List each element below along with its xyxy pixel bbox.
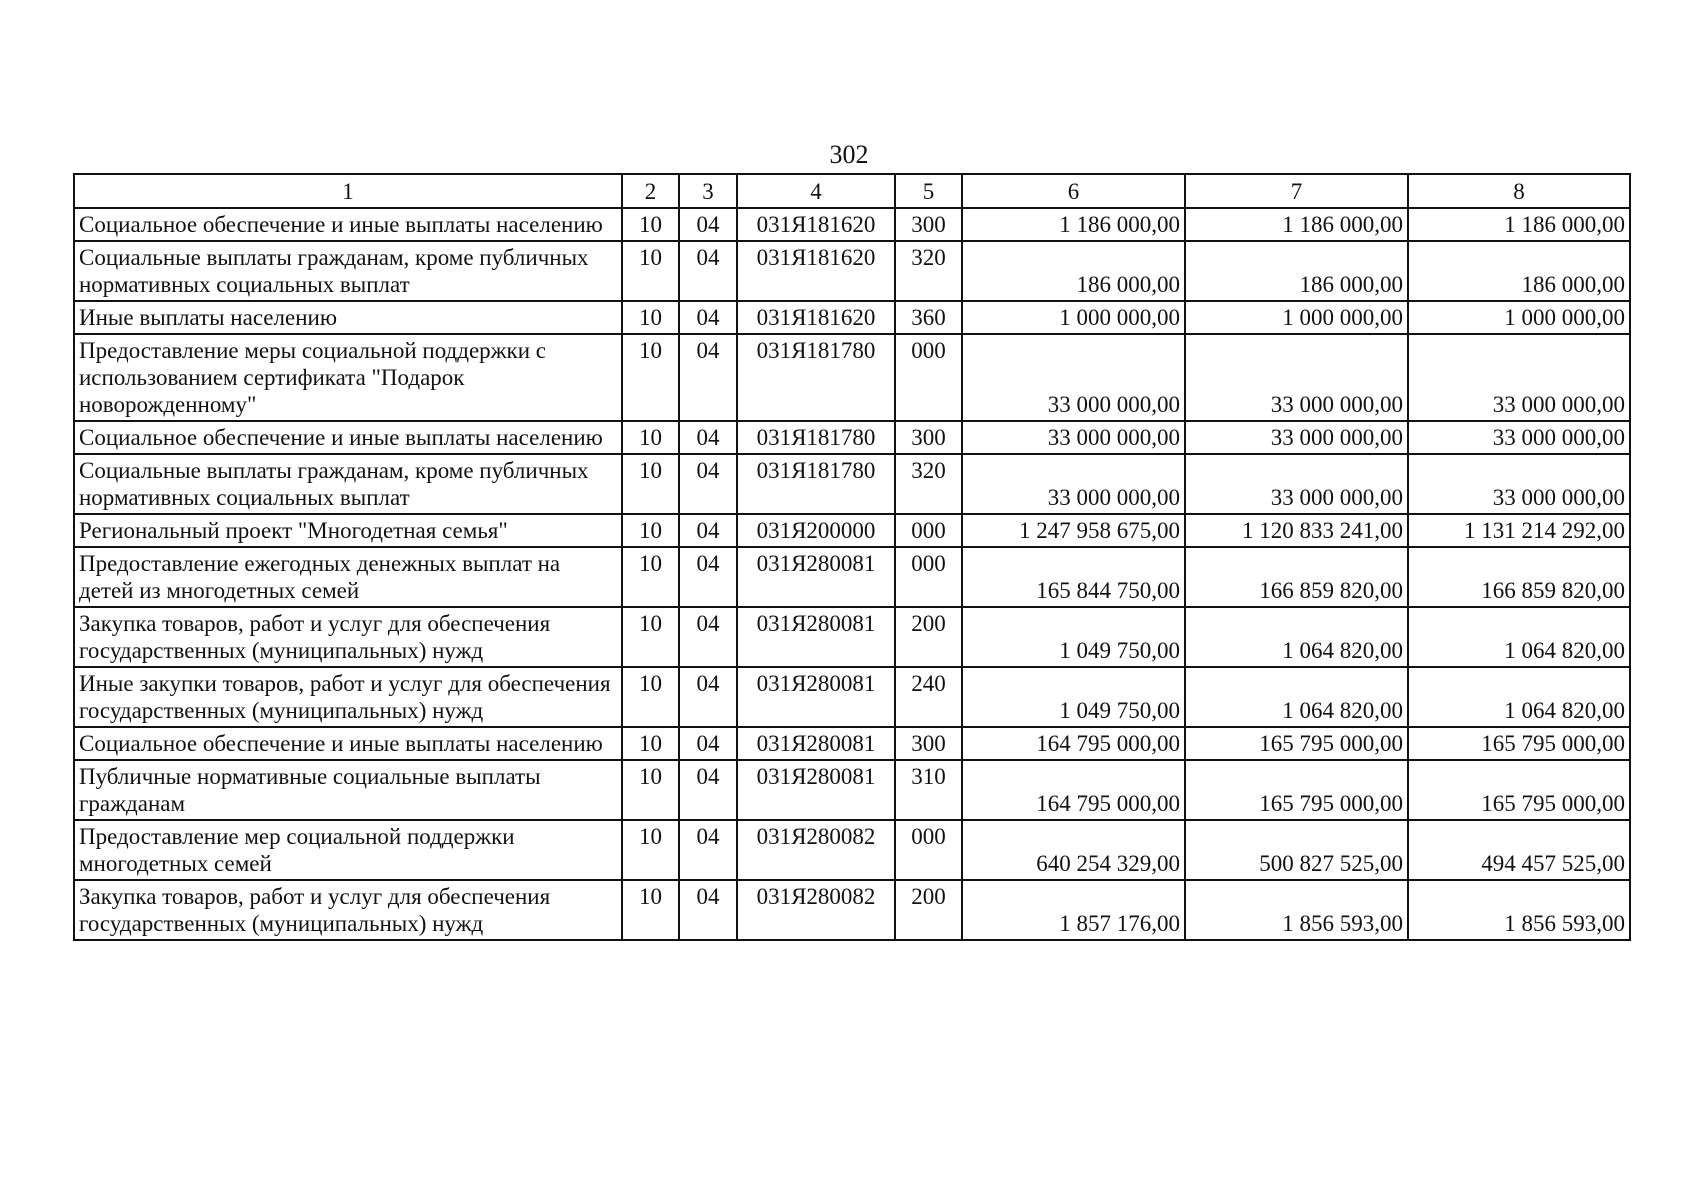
table-row bbox=[74, 880, 1630, 940]
section-code-cell: 10 bbox=[622, 421, 679, 454]
table-row bbox=[74, 667, 1630, 727]
amount-year2-cell: 166 859 820,00 bbox=[1185, 547, 1408, 607]
section-code-cell: 10 bbox=[622, 301, 679, 334]
expense-type-cell: 320 bbox=[895, 454, 962, 514]
row-name-cell: Иные закупки товаров, работ и услуг для обеспечения государственных (муниципальных) нужд bbox=[74, 667, 622, 727]
amount-year1-cell: 1 857 176,00 bbox=[962, 880, 1185, 940]
table-row bbox=[74, 727, 1630, 760]
column-header: 1 bbox=[74, 174, 622, 208]
amount-year3-cell: 1 000 000,00 bbox=[1408, 301, 1630, 334]
row-name-cell: Региональный проект "Многодетная семья" bbox=[74, 514, 622, 547]
row-name-cell: Предоставление меры социальной поддержки с использованием сертификата "Подарок новорожденному" bbox=[74, 334, 622, 421]
expense-type-cell: 000 bbox=[895, 334, 962, 421]
page-number: 302 bbox=[829, 140, 869, 169]
section-code-cell: 10 bbox=[622, 334, 679, 421]
table-row bbox=[74, 241, 1630, 301]
section-code-cell: 10 bbox=[622, 241, 679, 301]
expense-type-cell: 200 bbox=[895, 880, 962, 940]
section-code-cell: 10 bbox=[622, 547, 679, 607]
subsection-code-cell: 04 bbox=[679, 421, 737, 454]
target-article-cell: 031Я181620 bbox=[737, 241, 895, 301]
section-code-cell: 10 bbox=[622, 880, 679, 940]
amount-year1-cell: 640 254 329,00 bbox=[962, 820, 1185, 880]
column-header: 7 bbox=[1185, 174, 1408, 208]
amount-year1-cell: 165 844 750,00 bbox=[962, 547, 1185, 607]
column-header: 2 bbox=[622, 174, 679, 208]
amount-year1-cell: 1 247 958 675,00 bbox=[962, 514, 1185, 547]
column-number-row bbox=[74, 174, 1630, 208]
expense-type-cell: 300 bbox=[895, 421, 962, 454]
row-name-cell: Предоставление мер социальной поддержки многодетных семей bbox=[74, 820, 622, 880]
target-article-cell: 031Я200000 bbox=[737, 514, 895, 547]
target-article-cell: 031Я280081 bbox=[737, 667, 895, 727]
amount-year2-cell: 1 064 820,00 bbox=[1185, 607, 1408, 667]
amount-year3-cell: 33 000 000,00 bbox=[1408, 334, 1630, 421]
amount-year2-cell: 1 000 000,00 bbox=[1185, 301, 1408, 334]
column-header: 8 bbox=[1408, 174, 1630, 208]
amount-year2-cell: 33 000 000,00 bbox=[1185, 334, 1408, 421]
expense-type-cell: 300 bbox=[895, 208, 962, 241]
section-code-cell: 10 bbox=[622, 607, 679, 667]
subsection-code-cell: 04 bbox=[679, 880, 737, 940]
amount-year2-cell: 1 856 593,00 bbox=[1185, 880, 1408, 940]
row-name-cell: Предоставление ежегодных денежных выплат на детей из многодетных семей bbox=[74, 547, 622, 607]
amount-year3-cell: 494 457 525,00 bbox=[1408, 820, 1630, 880]
column-header: 3 bbox=[679, 174, 737, 208]
table-row bbox=[74, 208, 1630, 241]
subsection-code-cell: 04 bbox=[679, 820, 737, 880]
target-article-cell: 031Я280082 bbox=[737, 820, 895, 880]
column-header: 5 bbox=[895, 174, 962, 208]
section-code-cell: 10 bbox=[622, 208, 679, 241]
amount-year1-cell: 33 000 000,00 bbox=[962, 334, 1185, 421]
amount-year3-cell: 165 795 000,00 bbox=[1408, 727, 1630, 760]
row-name-cell: Социальное обеспечение и иные выплаты населению bbox=[74, 727, 622, 760]
column-header: 4 bbox=[737, 174, 895, 208]
amount-year1-cell: 33 000 000,00 bbox=[962, 421, 1185, 454]
section-code-cell: 10 bbox=[622, 820, 679, 880]
amount-year2-cell: 165 795 000,00 bbox=[1185, 727, 1408, 760]
expense-type-cell: 200 bbox=[895, 607, 962, 667]
subsection-code-cell: 04 bbox=[679, 301, 737, 334]
subsection-code-cell: 04 bbox=[679, 514, 737, 547]
subsection-code-cell: 04 bbox=[679, 727, 737, 760]
section-code-cell: 10 bbox=[622, 667, 679, 727]
amount-year1-cell: 164 795 000,00 bbox=[962, 760, 1185, 820]
amount-year3-cell: 1 064 820,00 bbox=[1408, 667, 1630, 727]
amount-year1-cell: 1 000 000,00 bbox=[962, 301, 1185, 334]
subsection-code-cell: 04 bbox=[679, 241, 737, 301]
subsection-code-cell: 04 bbox=[679, 454, 737, 514]
amount-year3-cell: 1 064 820,00 bbox=[1408, 607, 1630, 667]
subsection-code-cell: 04 bbox=[679, 334, 737, 421]
amount-year3-cell: 165 795 000,00 bbox=[1408, 760, 1630, 820]
table-row bbox=[74, 607, 1630, 667]
subsection-code-cell: 04 bbox=[679, 547, 737, 607]
target-article-cell: 031Я181780 bbox=[737, 334, 895, 421]
expense-type-cell: 000 bbox=[895, 514, 962, 547]
table-row bbox=[74, 301, 1630, 334]
row-name-cell: Закупка товаров, работ и услуг для обеспечения государственных (муниципальных) нужд bbox=[74, 607, 622, 667]
amount-year1-cell: 33 000 000,00 bbox=[962, 454, 1185, 514]
amount-year3-cell: 1 186 000,00 bbox=[1408, 208, 1630, 241]
section-code-cell: 10 bbox=[622, 760, 679, 820]
section-code-cell: 10 bbox=[622, 514, 679, 547]
subsection-code-cell: 04 bbox=[679, 607, 737, 667]
row-name-cell: Закупка товаров, работ и услуг для обеспечения государственных (муниципальных) нужд bbox=[74, 880, 622, 940]
table-row bbox=[74, 334, 1630, 421]
target-article-cell: 031Я280082 bbox=[737, 880, 895, 940]
target-article-cell: 031Я280081 bbox=[737, 547, 895, 607]
row-name-cell: Иные выплаты населению bbox=[74, 301, 622, 334]
amount-year3-cell: 33 000 000,00 bbox=[1408, 421, 1630, 454]
target-article-cell: 031Я280081 bbox=[737, 607, 895, 667]
subsection-code-cell: 04 bbox=[679, 760, 737, 820]
amount-year1-cell: 1 049 750,00 bbox=[962, 607, 1185, 667]
row-name-cell: Социальные выплаты гражданам, кроме публичных нормативных социальных выплат bbox=[74, 241, 622, 301]
amount-year2-cell: 33 000 000,00 bbox=[1185, 421, 1408, 454]
table-row bbox=[74, 820, 1630, 880]
amount-year2-cell: 33 000 000,00 bbox=[1185, 454, 1408, 514]
expense-type-cell: 240 bbox=[895, 667, 962, 727]
target-article-cell: 031Я181780 bbox=[737, 421, 895, 454]
table-row bbox=[74, 547, 1630, 607]
amount-year2-cell: 1 064 820,00 bbox=[1185, 667, 1408, 727]
table-row bbox=[74, 421, 1630, 454]
amount-year2-cell: 1 186 000,00 bbox=[1185, 208, 1408, 241]
amount-year3-cell: 33 000 000,00 bbox=[1408, 454, 1630, 514]
expense-type-cell: 310 bbox=[895, 760, 962, 820]
table-row bbox=[74, 514, 1630, 547]
section-code-cell: 10 bbox=[622, 727, 679, 760]
target-article-cell: 031Я181780 bbox=[737, 454, 895, 514]
table-row bbox=[74, 760, 1630, 820]
row-name-cell: Социальное обеспечение и иные выплаты населению bbox=[74, 208, 622, 241]
row-name-cell: Публичные нормативные социальные выплаты гражданам bbox=[74, 760, 622, 820]
budget-table bbox=[73, 173, 1631, 941]
target-article-cell: 031Я280081 bbox=[737, 727, 895, 760]
target-article-cell: 031Я181620 bbox=[737, 208, 895, 241]
expense-type-cell: 000 bbox=[895, 820, 962, 880]
column-header: 6 bbox=[962, 174, 1185, 208]
amount-year1-cell: 186 000,00 bbox=[962, 241, 1185, 301]
section-code-cell: 10 bbox=[622, 454, 679, 514]
amount-year3-cell: 166 859 820,00 bbox=[1408, 547, 1630, 607]
amount-year2-cell: 186 000,00 bbox=[1185, 241, 1408, 301]
amount-year1-cell: 1 049 750,00 bbox=[962, 667, 1185, 727]
amount-year2-cell: 1 120 833 241,00 bbox=[1185, 514, 1408, 547]
amount-year3-cell: 186 000,00 bbox=[1408, 241, 1630, 301]
target-article-cell: 031Я280081 bbox=[737, 760, 895, 820]
expense-type-cell: 360 bbox=[895, 301, 962, 334]
expense-type-cell: 320 bbox=[895, 241, 962, 301]
amount-year2-cell: 500 827 525,00 bbox=[1185, 820, 1408, 880]
target-article-cell: 031Я181620 bbox=[737, 301, 895, 334]
row-name-cell: Социальные выплаты гражданам, кроме публичных нормативных социальных выплат bbox=[74, 454, 622, 514]
table-row bbox=[74, 454, 1630, 514]
amount-year1-cell: 1 186 000,00 bbox=[962, 208, 1185, 241]
expense-type-cell: 000 bbox=[895, 547, 962, 607]
subsection-code-cell: 04 bbox=[679, 208, 737, 241]
row-name-cell: Социальное обеспечение и иные выплаты населению bbox=[74, 421, 622, 454]
amount-year1-cell: 164 795 000,00 bbox=[962, 727, 1185, 760]
subsection-code-cell: 04 bbox=[679, 667, 737, 727]
expense-type-cell: 300 bbox=[895, 727, 962, 760]
amount-year3-cell: 1 856 593,00 bbox=[1408, 880, 1630, 940]
amount-year2-cell: 165 795 000,00 bbox=[1185, 760, 1408, 820]
amount-year3-cell: 1 131 214 292,00 bbox=[1408, 514, 1630, 547]
